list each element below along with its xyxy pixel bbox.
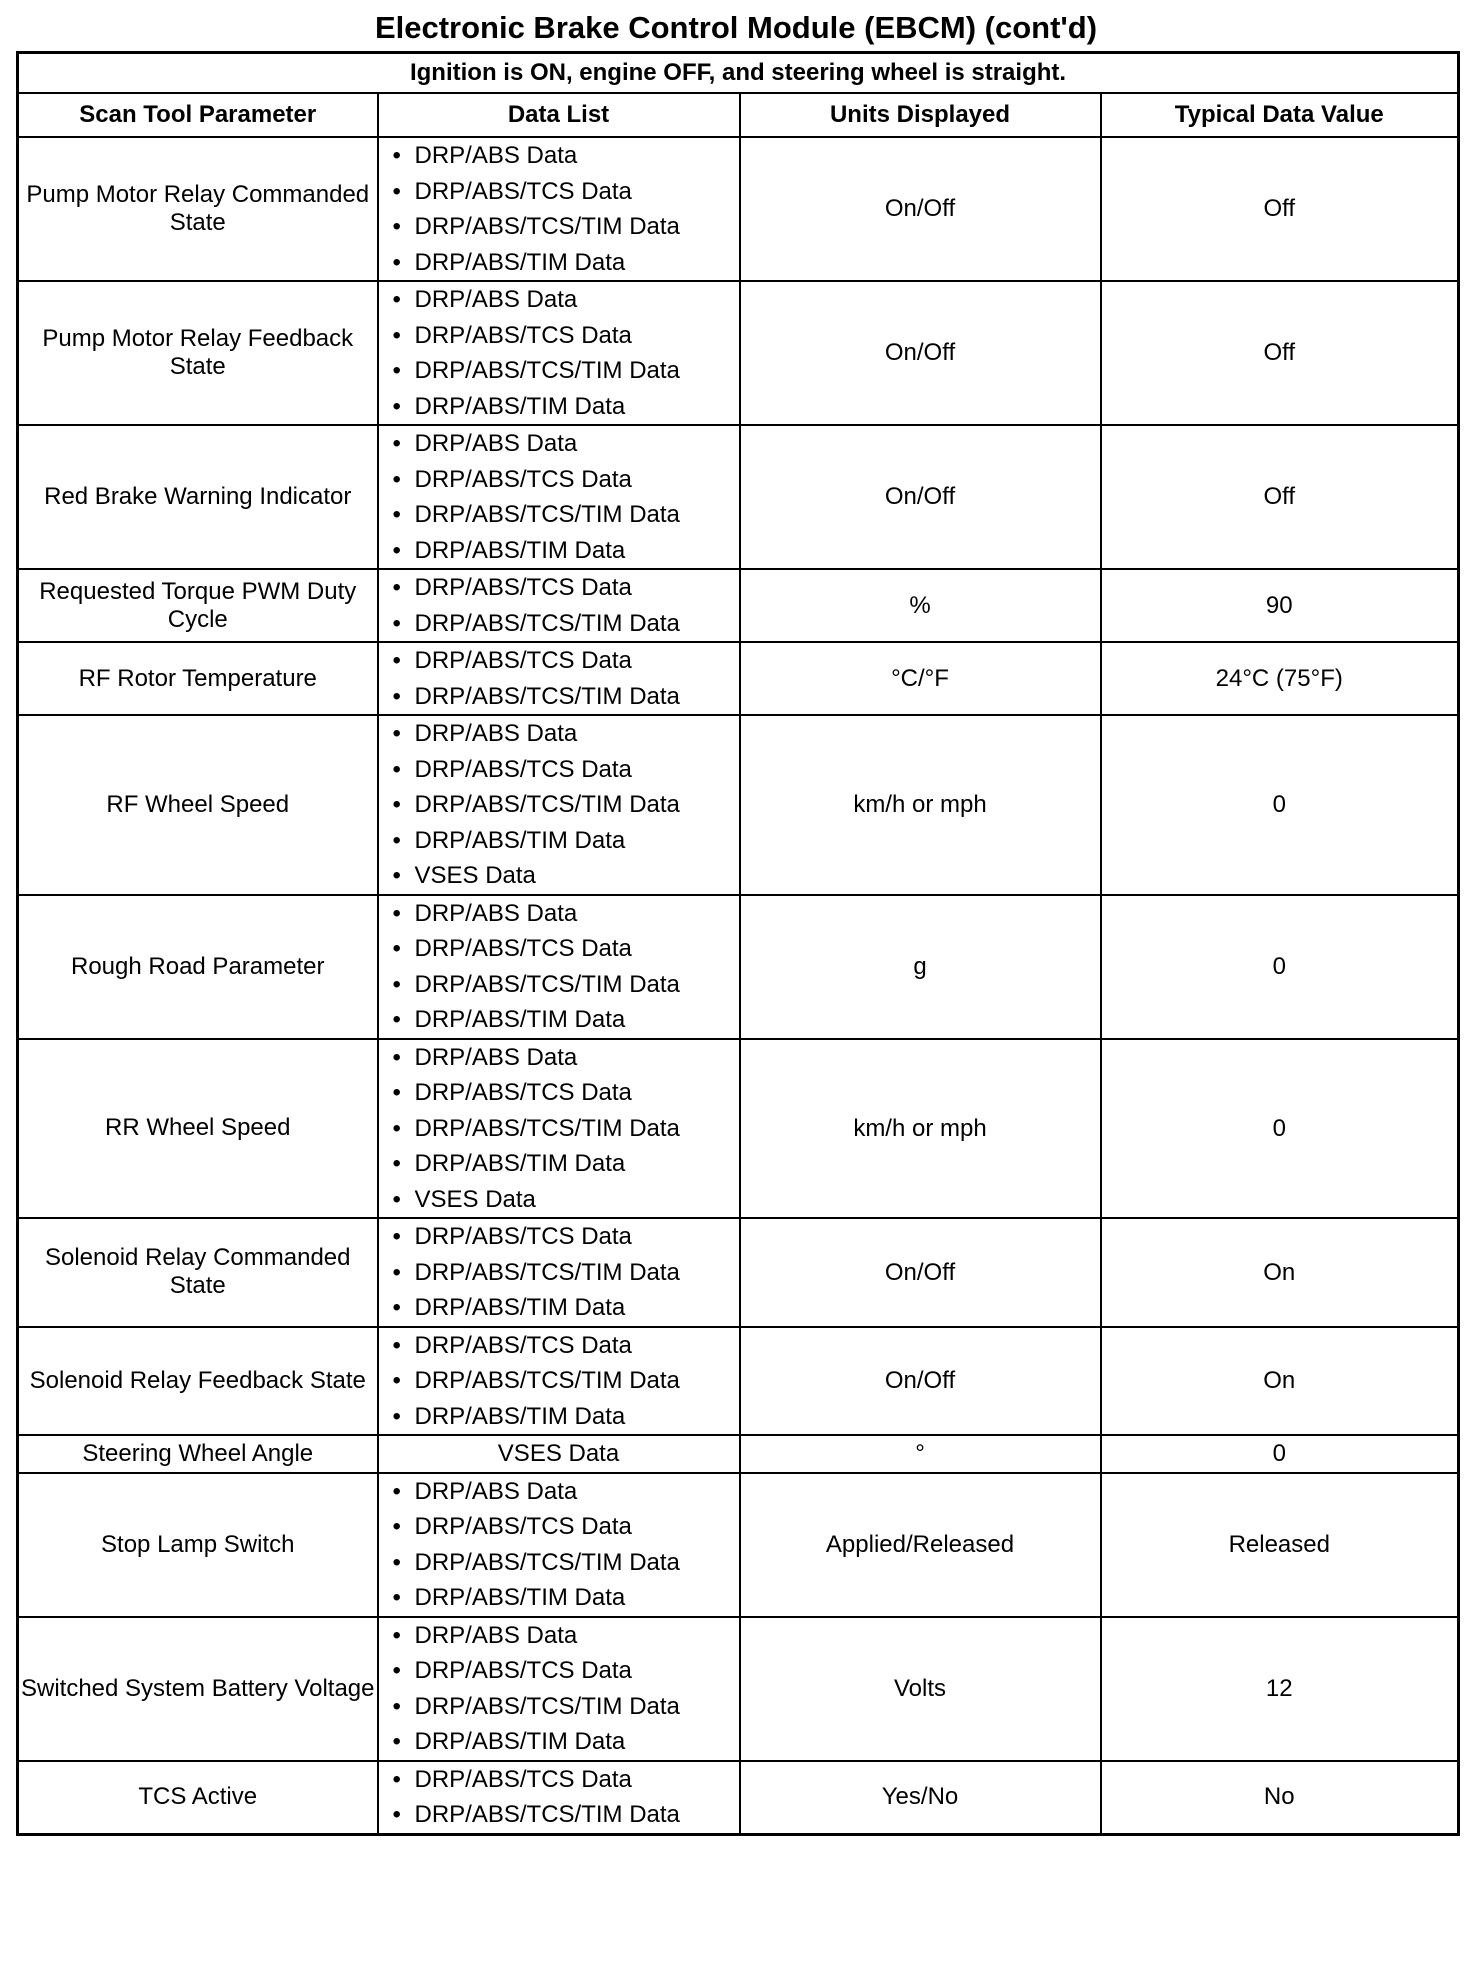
typical-data-value: Off [1101,281,1459,425]
data-list-item: • DRP/ABS/TCS/TIM Data [415,1797,739,1833]
scan-tool-parameter: Switched System Battery Voltage [18,1617,378,1761]
data-list [379,896,739,1038]
data-list [379,282,739,424]
data-list-cell [378,1761,740,1835]
data-list-item: • DRP/ABS/TCS Data [415,318,739,354]
scan-tool-parameter: Pump Motor Relay Feedback State [18,281,378,425]
table-row [18,569,1459,642]
data-list-item: • DRP/ABS/TCS/TIM Data [415,787,739,823]
scan-tool-parameter: Steering Wheel Angle [18,1435,378,1473]
data-list-item: • DRP/ABS/TCS Data [415,643,739,679]
data-list-cell: VSES Data [378,1435,740,1473]
table-row [18,1761,1459,1835]
units-displayed: % [740,569,1101,642]
typical-data-value: 0 [1101,1039,1459,1219]
data-list-item: • DRP/ABS Data [415,1040,739,1076]
typical-data-value: 24°C (75°F) [1101,642,1459,715]
data-list-item: • DRP/ABS Data [415,1618,739,1654]
table-row [18,1617,1459,1761]
data-list-item: • DRP/ABS/TCS Data [415,1653,739,1689]
data-list-item: • DRP/ABS/TCS/TIM Data [415,1545,739,1581]
data-list-item: • DRP/ABS/TCS Data [415,1219,739,1255]
units-displayed: Yes/No [740,1761,1101,1835]
data-list-item: • VSES Data [415,858,739,894]
data-list [379,716,739,894]
data-list-cell [378,1039,740,1219]
data-list-item: • DRP/ABS/TCS/TIM Data [415,1111,739,1147]
data-list [379,1328,739,1435]
units-displayed: Volts [740,1617,1101,1761]
data-list-item: • DRP/ABS/TCS Data [415,462,739,498]
typical-data-value: On [1101,1327,1459,1436]
table-row [18,1327,1459,1436]
scan-tool-parameter: Requested Torque PWM Duty Cycle [18,569,378,642]
data-list-item: • DRP/ABS/TIM Data [415,1399,739,1435]
data-list-cell [378,642,740,715]
data-list-item: • VSES Data [415,1182,739,1218]
data-list-item: • DRP/ABS/TCS Data [415,1075,739,1111]
typical-data-value: On [1101,1218,1459,1327]
data-list-item: • DRP/ABS/TCS Data [415,1509,739,1545]
scan-tool-parameter: RR Wheel Speed [18,1039,378,1219]
table-row [18,715,1459,895]
typical-data-value: Released [1101,1473,1459,1617]
data-list-item: • DRP/ABS/TIM Data [415,1146,739,1182]
table-row [18,1218,1459,1327]
typical-data-value: Off [1101,425,1459,569]
condition-header: Ignition is ON, engine OFF, and steering wheel is straight. [18,53,1459,94]
data-list-cell [378,1473,740,1617]
data-list-cell [378,425,740,569]
data-list-item: • DRP/ABS/TCS Data [415,931,739,967]
scan-tool-parameter: Solenoid Relay Commanded State [18,1218,378,1327]
data-list-item: • DRP/ABS/TIM Data [415,1290,739,1326]
data-list [379,570,739,641]
units-displayed: On/Off [740,1218,1101,1327]
data-list-cell [378,895,740,1039]
column-header-param: Scan Tool Parameter [18,93,378,137]
units-displayed: km/h or mph [740,1039,1101,1219]
data-list [379,1040,739,1218]
data-list-item: • DRP/ABS/TCS/TIM Data [415,679,739,715]
data-list-item: • DRP/ABS/TCS Data [415,1762,739,1798]
table-row [18,137,1459,281]
table-row [18,425,1459,569]
data-list-item: • DRP/ABS/TCS/TIM Data [415,606,739,642]
data-list-item: • DRP/ABS/TIM Data [415,245,739,281]
table-row [18,1435,1459,1473]
data-list-item: • DRP/ABS Data [415,1474,739,1510]
data-list-item: • DRP/ABS/TIM Data [415,1580,739,1616]
data-list-item: • DRP/ABS/TCS/TIM Data [415,967,739,1003]
data-list [379,1474,739,1616]
data-list-item: • DRP/ABS/TIM Data [415,823,739,859]
units-displayed: °C/°F [740,642,1101,715]
data-list-cell [378,1327,740,1436]
data-list-item: • DRP/ABS/TCS/TIM Data [415,497,739,533]
ebcm-data-table [16,51,1460,1836]
table-body [18,137,1459,1834]
data-list-item: • DRP/ABS Data [415,138,739,174]
units-displayed: On/Off [740,281,1101,425]
data-list-item: • DRP/ABS/TIM Data [415,533,739,569]
data-list-item: • DRP/ABS Data [415,426,739,462]
table-row [18,895,1459,1039]
data-list-item: • DRP/ABS/TCS/TIM Data [415,1255,739,1291]
data-list-item: • DRP/ABS/TIM Data [415,389,739,425]
data-list-cell [378,1218,740,1327]
units-displayed: Applied/Released [740,1473,1101,1617]
typical-data-value: 90 [1101,569,1459,642]
units-displayed: ° [740,1435,1101,1473]
scan-tool-parameter: TCS Active [18,1761,378,1835]
data-list-item: • DRP/ABS Data [415,716,739,752]
units-displayed: On/Off [740,137,1101,281]
units-displayed: On/Off [740,1327,1101,1436]
page-title: Electronic Brake Control Module (EBCM) (cont'd) [374,10,1098,45]
column-header-typical: Typical Data Value [1101,93,1459,137]
data-list-item: • DRP/ABS/TCS/TIM Data [415,1689,739,1725]
table-row [18,1039,1459,1219]
typical-data-value: No [1101,1761,1459,1835]
scan-tool-parameter: Solenoid Relay Feedback State [18,1327,378,1436]
data-list-item: • DRP/ABS Data [415,282,739,318]
data-list-item: • DRP/ABS Data [415,896,739,932]
units-displayed: km/h or mph [740,715,1101,895]
data-list-cell [378,1617,740,1761]
units-displayed: On/Off [740,425,1101,569]
data-list-item: • DRP/ABS/TIM Data [415,1724,739,1760]
data-list-item: • DRP/ABS/TIM Data [415,1002,739,1038]
data-list-item: • DRP/ABS/TCS/TIM Data [415,209,739,245]
scan-tool-parameter: Rough Road Parameter [18,895,378,1039]
typical-data-value: 0 [1101,715,1459,895]
data-list-cell [378,569,740,642]
data-list-cell [378,281,740,425]
data-list-item: • DRP/ABS/TCS Data [415,1328,739,1364]
data-list-cell [378,137,740,281]
scan-tool-parameter: RF Rotor Temperature [18,642,378,715]
data-list-item: • DRP/ABS/TCS Data [415,752,739,788]
typical-data-value: 0 [1101,895,1459,1039]
typical-data-value: Off [1101,137,1459,281]
data-list [379,1762,739,1833]
data-list-item: • DRP/ABS/TCS Data [415,174,739,210]
scan-tool-parameter: Stop Lamp Switch [18,1473,378,1617]
units-displayed: g [740,895,1101,1039]
table-row [18,642,1459,715]
scan-tool-parameter: RF Wheel Speed [18,715,378,895]
scan-tool-parameter: Red Brake Warning Indicator [18,425,378,569]
scan-tool-parameter: Pump Motor Relay Commanded State [18,137,378,281]
data-list [379,643,739,714]
table-row [18,281,1459,425]
typical-data-value: 0 [1101,1435,1459,1473]
data-list [379,426,739,568]
column-header-units: Units Displayed [740,93,1101,137]
data-list-item: • DRP/ABS/TCS/TIM Data [415,353,739,389]
typical-data-value: 12 [1101,1617,1459,1761]
column-header-datalist: Data List [378,93,740,137]
data-list-cell [378,715,740,895]
data-list [379,1219,739,1326]
table-row [18,1473,1459,1617]
data-list [379,1618,739,1760]
data-list [379,138,739,280]
data-list-item: • DRP/ABS/TCS/TIM Data [415,1363,739,1399]
data-list-item: • DRP/ABS/TCS Data [415,570,739,606]
